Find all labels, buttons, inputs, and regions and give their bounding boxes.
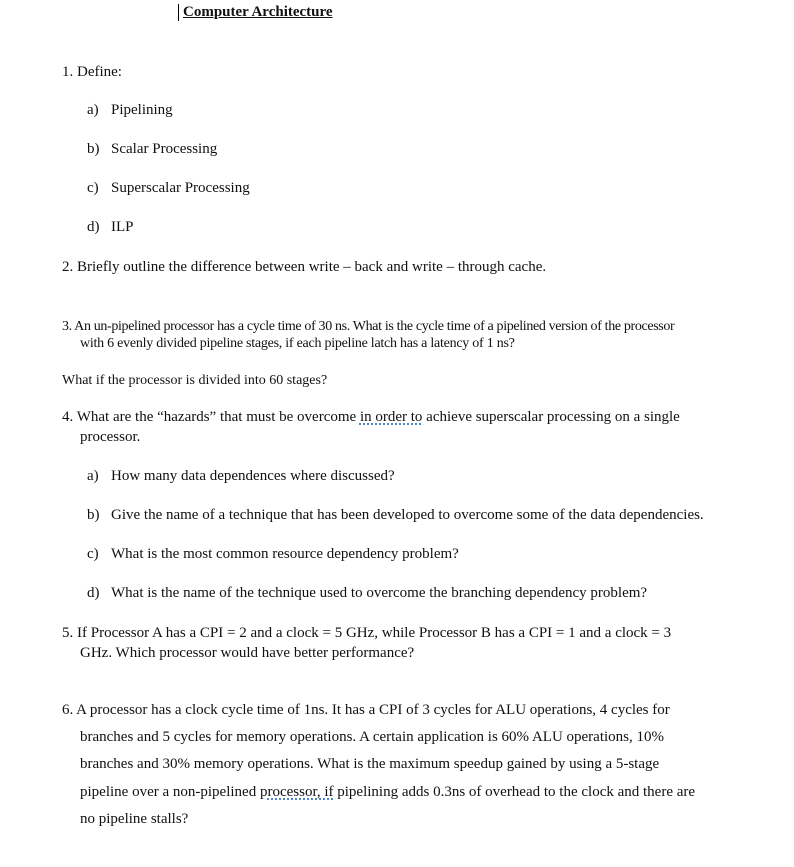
item-text: Pipelining	[111, 102, 173, 118]
question-6-line-4	[80, 783, 695, 801]
grammar-flag: in order to	[359, 409, 423, 425]
item-text: How many data dependences where discussed?	[111, 468, 395, 484]
question-5-line-2: GHz. Which processor would have better performance?	[80, 645, 415, 661]
question-4-line-1	[62, 408, 728, 426]
page-title	[178, 4, 333, 21]
question-6-text-a: pipeline over a non-pipelined	[80, 784, 260, 800]
question-6-line-2: branches and 5 cycles for memory operations. A certain application is 60% ALU operations, 10%	[80, 729, 665, 745]
question-4-line-2: processor.	[80, 429, 141, 445]
question-4-text-c: achieve superscalar processing on a single	[422, 409, 680, 425]
item-letter: d)	[87, 585, 100, 601]
item-text: Superscalar Processing	[111, 180, 250, 196]
item-text: What is the name of the technique used to overcome the branching dependency problem?	[111, 585, 648, 601]
question-1-item-d	[87, 218, 134, 236]
question-4-item-c	[87, 545, 459, 563]
question-3-line-2: with 6 evenly divided pipeline stages, if each pipeline latch has a latency of 1 ns?	[80, 336, 515, 351]
question-4-item-b	[87, 506, 704, 524]
question-1-item-a	[87, 101, 173, 119]
item-text: ILP	[111, 219, 134, 235]
item-letter: c)	[87, 180, 99, 196]
question-3-followup: What if the processor is divided into 60 stages?	[62, 373, 328, 388]
item-letter: a)	[87, 102, 99, 118]
question-1-item-c	[87, 179, 250, 197]
question-4-text-a: 4. What are the “hazards” that must be overcome	[62, 409, 360, 425]
question-1-prompt: 1. Define:	[62, 64, 122, 80]
question-5-line-1: 5. If Processor A has a CPI = 2 and a clock = 5 GHz, while Processor B has a CPI = 1 and a clock = 3	[62, 625, 672, 641]
question-2: 2. Briefly outline the difference between write – back and write – through cache.	[62, 259, 547, 275]
item-letter: b)	[87, 507, 100, 523]
item-text: Give the name of a technique that has been developed to overcome some of the data dependencies.	[111, 507, 704, 523]
question-6-text-c: pipelining adds 0.3ns of overhead to the clock and there are	[333, 784, 696, 800]
grammar-flag: processor, if	[259, 784, 334, 800]
question-6-line-1: 6. A processor has a clock cycle time of 1ns. It has a CPI of 3 cycles for ALU operations, 4 cycles for	[62, 702, 670, 718]
question-6-line-5: no pipeline stalls?	[80, 811, 189, 827]
item-text: What is the most common resource dependency problem?	[111, 546, 459, 562]
page-title-text: Computer Architecture	[183, 4, 333, 20]
item-letter: c)	[87, 546, 99, 562]
item-letter: d)	[87, 219, 100, 235]
question-4-item-d	[87, 584, 647, 602]
question-3-line-1: 3. An un-pipelined processor has a cycle time of 30 ns. What is the cycle time of a pipelined version of the processor	[62, 319, 675, 334]
question-4-item-a	[87, 467, 395, 485]
item-letter: a)	[87, 468, 99, 484]
question-1-item-b	[87, 140, 217, 158]
item-text: Scalar Processing	[111, 141, 218, 157]
question-6-line-3: branches and 30% memory operations. What is the maximum speedup gained by using a 5-stage	[80, 756, 660, 772]
item-letter: b)	[87, 141, 100, 157]
